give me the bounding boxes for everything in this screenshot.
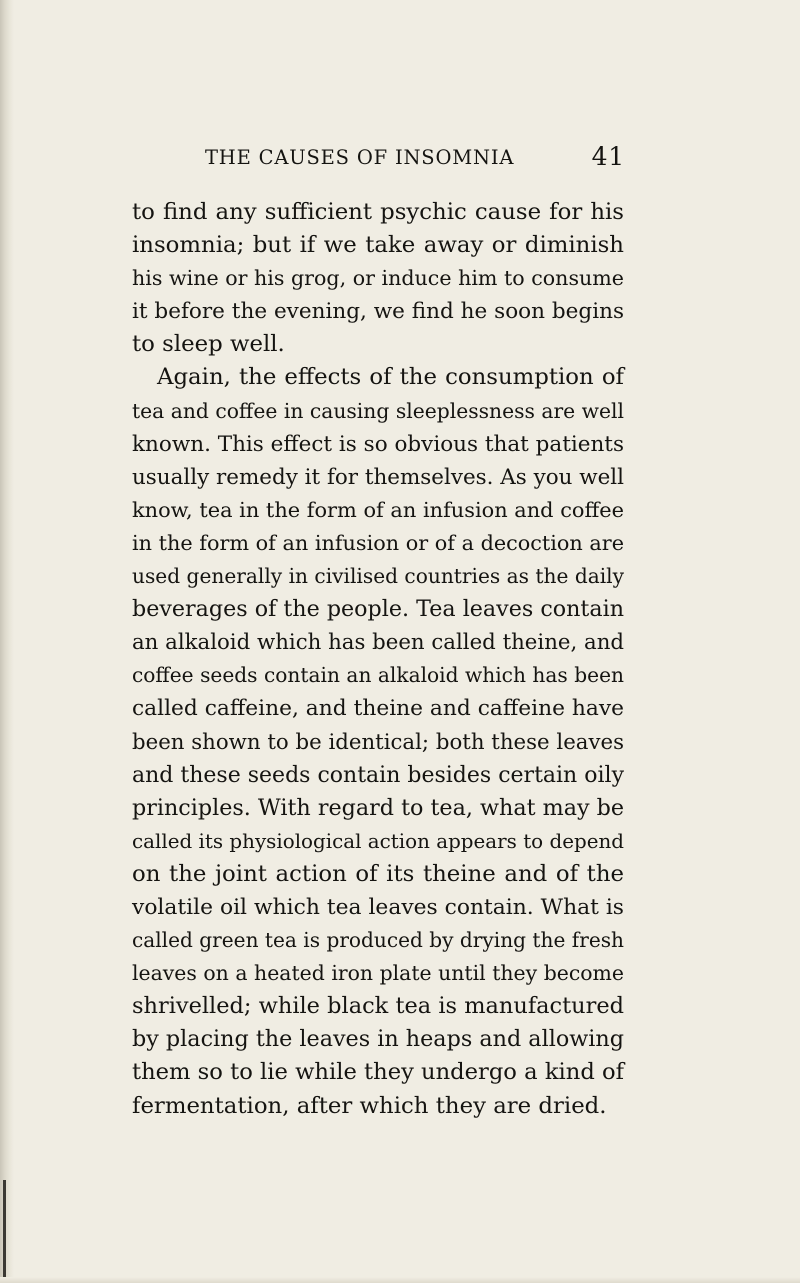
text-line: know, tea in the form of an infusion and coffee xyxy=(132,497,624,522)
text-line: in the form of an infusion or of a decoction are xyxy=(132,530,624,555)
text-line: them so to lie while they undergo a kind of xyxy=(132,1059,624,1086)
text-line: leaves on a heated iron plate until they become xyxy=(132,961,624,986)
text-line: on the joint action of its theine and of the xyxy=(132,860,624,887)
page-bottom-shadow xyxy=(0,1277,800,1283)
binding-edge xyxy=(3,1180,6,1283)
text-line: called caffeine, and theine and caffeine have xyxy=(132,696,624,722)
text-line: and these seeds contain besides certain oily xyxy=(132,762,624,788)
text-line: it before the evening, we find he soon begins xyxy=(132,299,624,325)
text-line: to sleep well. xyxy=(132,331,285,358)
text-line: Again, the effects of the consumption of xyxy=(157,364,624,391)
text-line: volatile oil which tea leaves contain. What is xyxy=(132,894,624,920)
text-line: known. This effect is so obvious that patients xyxy=(132,431,624,457)
text-line: fermentation, after which they are dried. xyxy=(132,1092,607,1119)
page-number: 41 xyxy=(591,142,625,171)
text-line: been shown to be identical; both these leaves xyxy=(132,729,624,755)
running-title: THE CAUSES OF INSOMNIA xyxy=(205,146,515,169)
text-line: coffee seeds contain an alkaloid which has been xyxy=(132,663,624,688)
body-text xyxy=(132,196,624,1123)
text-line: insomnia; but if we take away or diminish xyxy=(132,232,624,259)
text-line: beverages of the people. Tea leaves contain xyxy=(132,596,624,623)
paragraph xyxy=(132,361,624,1122)
text-line: called its physiological action appears to depend xyxy=(132,829,624,853)
text-line: an alkaloid which has been called theine, and xyxy=(132,630,624,656)
text-line: usually remedy it for themselves. As you well xyxy=(132,464,624,490)
running-header xyxy=(205,142,625,172)
text-line: used generally in civilised countries as the daily xyxy=(132,564,624,589)
text-line: tea and coffee in causing sleeplessness are well xyxy=(132,398,624,423)
paragraph xyxy=(132,196,624,361)
page-gutter-shadow xyxy=(0,0,14,1283)
text-line: to find any sufficient psychic cause for his xyxy=(132,199,624,225)
text-line: called green tea is produced by drying the fresh xyxy=(132,928,624,953)
text-line: by placing the leaves in heaps and allowing xyxy=(132,1026,624,1053)
text-line: shrivelled; while black tea is manufactured xyxy=(132,993,624,1020)
text-line: his wine or his grog, or induce him to consume xyxy=(132,266,624,291)
text-line: principles. With regard to tea, what may be xyxy=(132,794,624,821)
